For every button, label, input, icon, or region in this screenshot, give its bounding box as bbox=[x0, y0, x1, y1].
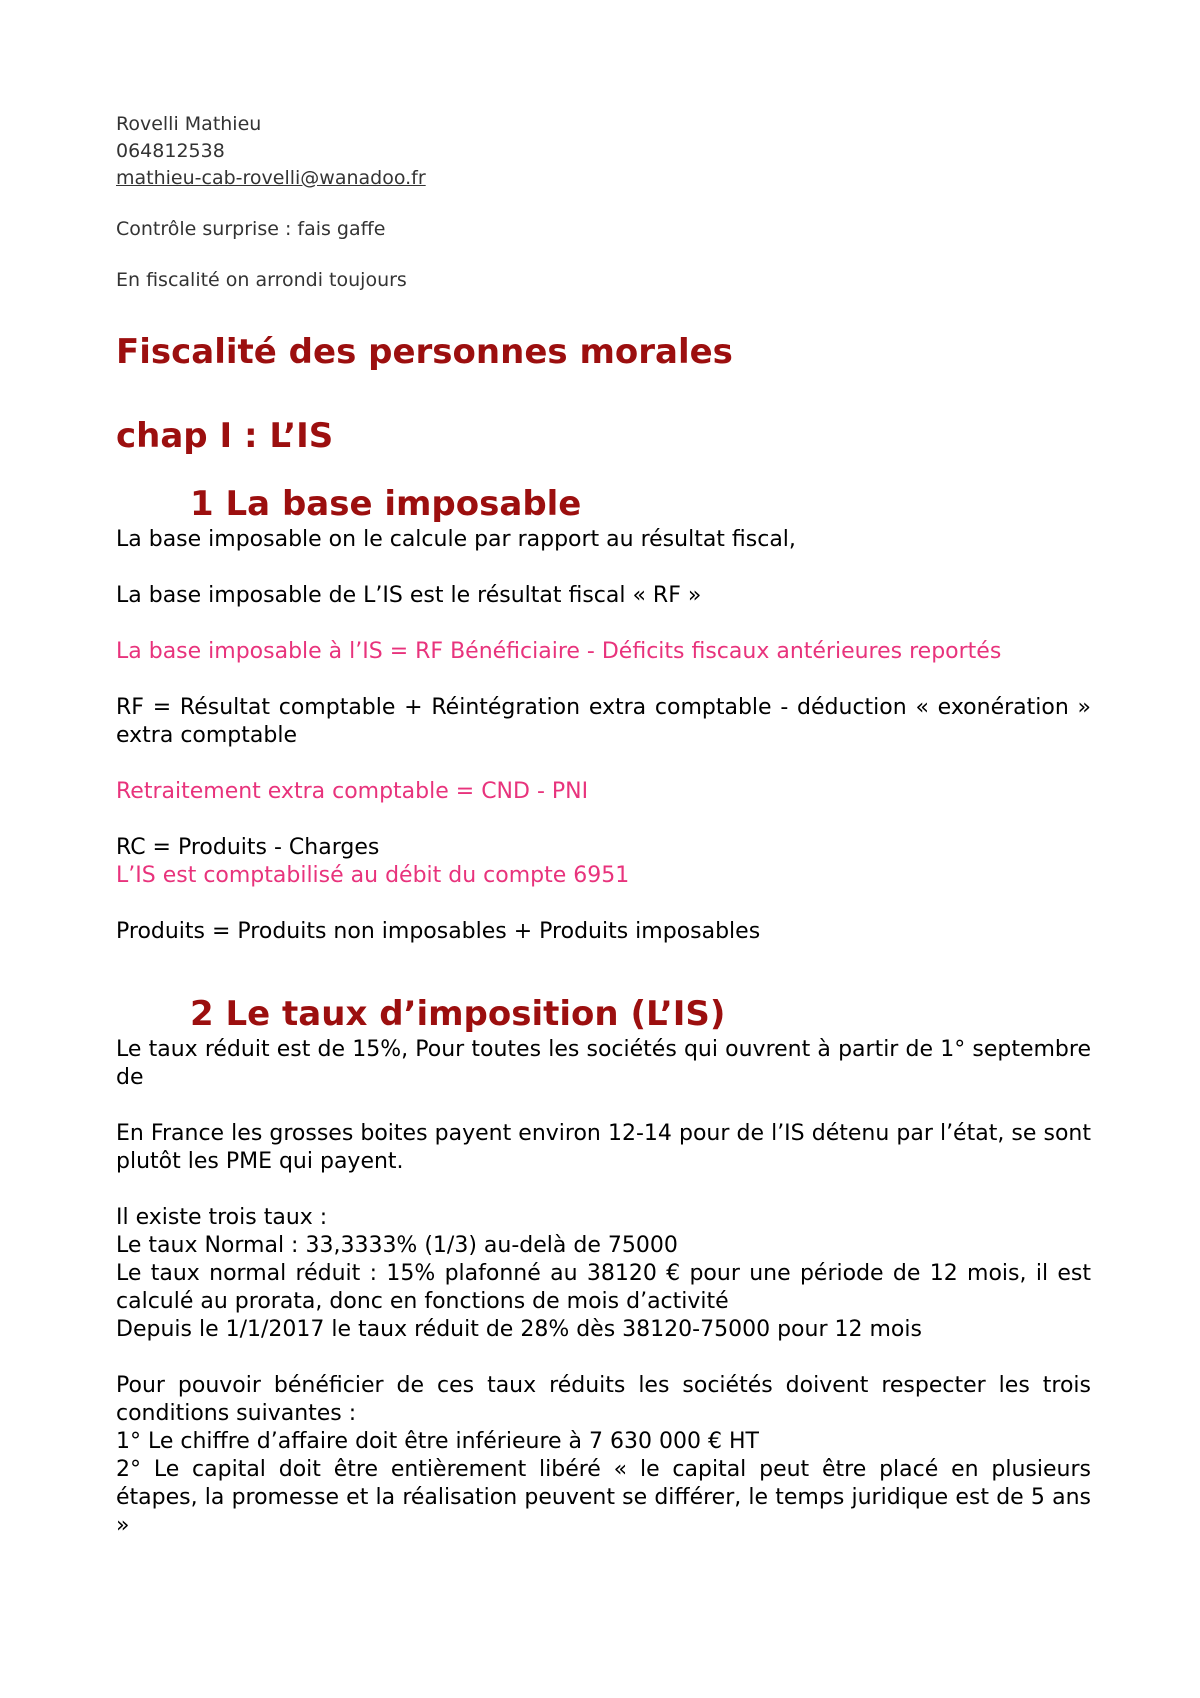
rate-normal: Le taux Normal : 33,3333% (1/3) au-delà de 75000 bbox=[116, 1233, 678, 1258]
document-body bbox=[116, 111, 1091, 1540]
section-1-retraitement: Retraitement extra comptable = CND - PNI bbox=[116, 779, 589, 804]
section-1-produits-formula: Produits = Produits non imposables + Produits imposables bbox=[116, 919, 761, 944]
section-2-rates-list bbox=[116, 1204, 1091, 1344]
section-1-formula-rf: RF = Résultat comptable + Réintégration extra comptable - déduction « exonération » extra comptable bbox=[116, 695, 1091, 748]
chapter-heading: chap I : L’IS bbox=[116, 416, 334, 456]
contact-email-link[interactable]: mathieu-cab-rovelli@wanadoo.fr bbox=[116, 167, 426, 189]
section-1-formula-base: La base imposable à l’IS = RF Bénéficiaire - Déficits fiscaux antérieures reportés bbox=[116, 639, 1002, 664]
rates-intro: Il existe trois taux : bbox=[116, 1205, 328, 1230]
note-surprise: Contrôle surprise : fais gaffe bbox=[116, 218, 386, 240]
section-2-conditions bbox=[116, 1372, 1091, 1540]
rate-normal-reduced: Le taux normal réduit : 15% plafonné au 38120 € pour une période de 12 mois, il est calculé au prorata, donc en fonctions de mois d’activité bbox=[116, 1261, 1091, 1314]
section-2-heading: 2 Le taux d’imposition (L’IS) bbox=[190, 994, 726, 1034]
condition-1: 1° Le chiffre d’affaire doit être inférieure à 7 630 000 € HT bbox=[116, 1429, 759, 1454]
contact-name: Rovelli Mathieu bbox=[116, 113, 262, 135]
condition-2: 2° Le capital doit être entièrement libéré « le capital peut être placé en plusieurs étapes, la promesse et la réalisation peuvent se différer, le temps juridique est de 5 ans » bbox=[116, 1457, 1091, 1538]
section-1-compte-note: L’IS est comptabilisé au débit du compte 6951 bbox=[116, 863, 630, 888]
section-1-paragraph-1: La base imposable on le calcule par rapport au résultat fiscal, bbox=[116, 527, 796, 552]
conditions-intro: Pour pouvoir bénéficier de ces taux réduits les sociétés doivent respecter les trois conditions suivantes : bbox=[116, 1373, 1091, 1426]
section-2-paragraph-1: Le taux réduit est de 15%, Pour toutes les sociétés qui ouvrent à partir de 1° septembre de bbox=[116, 1037, 1091, 1090]
note-rounding: En fiscalité on arrondi toujours bbox=[116, 269, 407, 291]
section-1-heading: 1 La base imposable bbox=[190, 484, 582, 524]
contact-phone: 064812538 bbox=[116, 140, 225, 162]
contact-block bbox=[116, 111, 1091, 192]
section-2-paragraph-2: En France les grosses boites payent environ 12-14 pour de l’IS détenu par l’état, se sont plutôt les PME qui payent. bbox=[116, 1121, 1091, 1174]
section-1-rc-formula: RC = Produits - Charges bbox=[116, 835, 380, 860]
rate-2017: Depuis le 1/1/2017 le taux réduit de 28% dès 38120-75000 pour 12 mois bbox=[116, 1317, 922, 1342]
document-title: Fiscalité des personnes morales bbox=[116, 332, 733, 372]
section-1-paragraph-2: La base imposable de L’IS est le résultat fiscal « RF » bbox=[116, 583, 702, 608]
